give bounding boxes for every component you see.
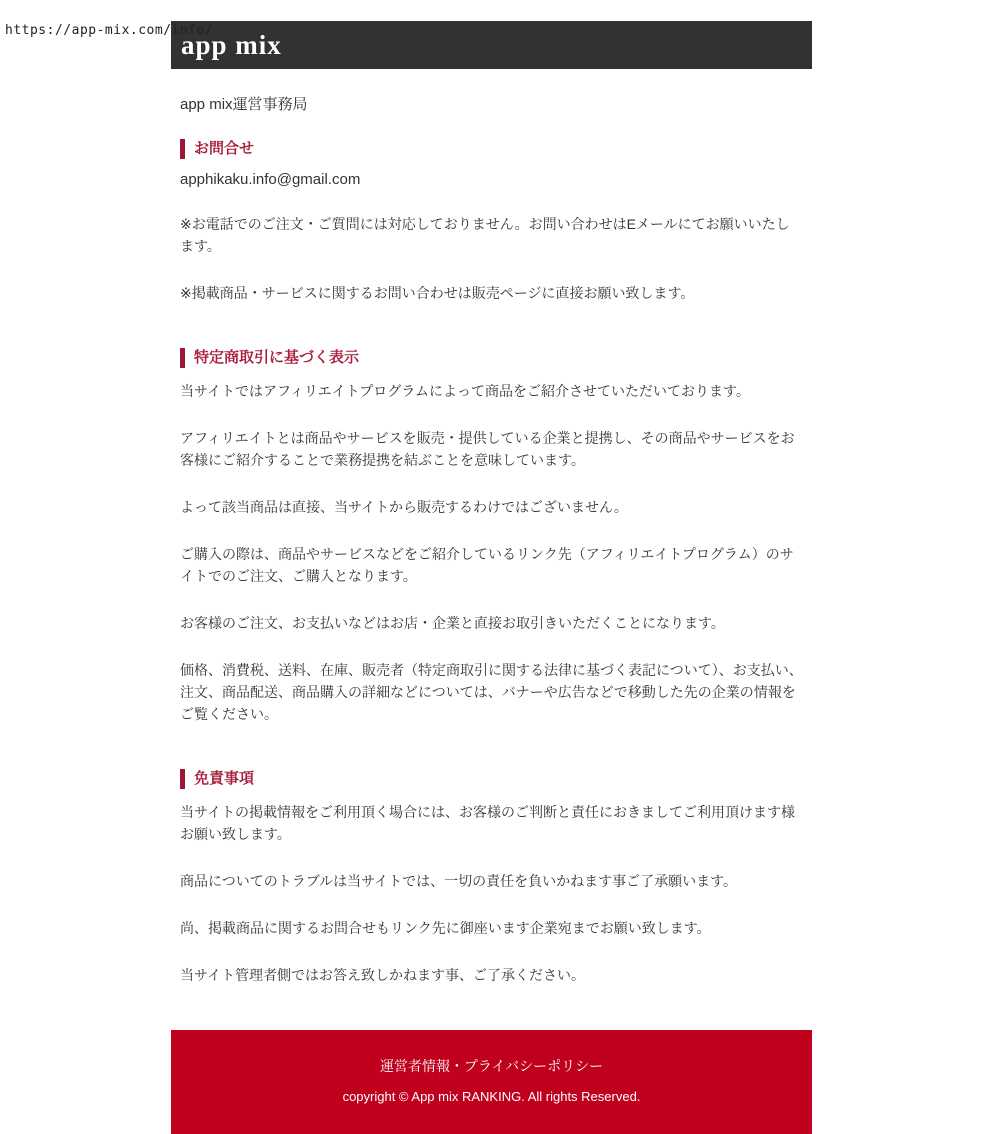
disclosure-paragraph: ご購入の際は、商品やサービスなどをご紹介しているリンク先（アフィリエイトプログラム）のサイトでのご注文、ご購入となります。: [180, 546, 794, 584]
contact-note-products: ※掲載商品・サービスに関するお問い合わせは販売ページに直接お願い致します。: [180, 285, 695, 301]
page-url-text: https://app-mix.com/info/: [5, 23, 214, 38]
main-content: [171, 93, 812, 986]
disclaimer-paragraph: 当サイトの掲載情報をご利用頂く場合には、お客様のご判断と責任におきましてご利用頂けます様お願い致します。: [180, 804, 796, 842]
section-title-contact: お問合せ: [180, 139, 803, 159]
section-contact: [180, 139, 803, 304]
footer-copyright-text: copyright © App mix RANKING. All rights Reserved.: [342, 1089, 641, 1104]
section-title-disclaimer: 免責事項: [180, 769, 803, 789]
site-footer: [171, 1030, 812, 1134]
operator-name-text: app mix運営事務局: [180, 96, 308, 113]
page-container: [171, 21, 812, 1134]
contact-email-text: apphikaku.info@gmail.com: [180, 171, 361, 188]
section-title-commerce-disclosure: 特定商取引に基づく表示: [180, 348, 803, 368]
disclosure-paragraph: 価格、消費税、送料、在庫、販売者（特定商取引に関する法律に基づく表記について）、お支払い、注文、商品配送、商品購入の詳細などについては、バナーや広告などで移動した先の企業の情報をご覧ください。: [180, 662, 803, 722]
disclosure-paragraph: よって該当商品は直接、当サイトから販売するわけではございません。: [180, 499, 628, 515]
section-disclaimer: [180, 769, 803, 986]
disclosure-paragraph: アフィリエイトとは商品やサービスを販売・提供している企業と提携し、その商品やサービスをお客様にご紹介することで業務提携を結ぶことを意味しています。: [180, 430, 795, 468]
disclaimer-paragraph: 商品についてのトラブルは当サイトでは、一切の責任を負いかねます事ご了承願います。: [180, 873, 738, 889]
contact-note-phone: ※お電話でのご注文・ご質問には対応しておりません。お問い合わせはEメールにてお願いいたします。: [180, 216, 790, 254]
disclaimer-paragraph: 当サイト管理者側ではお答え致しかねます事、ご了承ください。: [180, 967, 586, 983]
section-commerce-disclosure: [180, 348, 803, 725]
footer-privacy-policy-link[interactable]: 運営者情報・プライバシーポリシー: [379, 1058, 604, 1074]
disclaimer-paragraph: 尚、掲載商品に関するお問合せもリンク先に御座います企業宛までお願い致します。: [180, 920, 711, 936]
disclosure-paragraph: お客様のご注文、お支払いなどはお店・企業と直接お取引きいただくことになります。: [180, 615, 725, 631]
site-header: [171, 21, 812, 69]
disclosure-paragraph: 当サイトではアフィリエイトプログラムによって商品をご紹介させていただいております。: [180, 383, 750, 399]
site-logo[interactable]: app mix: [181, 29, 282, 60]
